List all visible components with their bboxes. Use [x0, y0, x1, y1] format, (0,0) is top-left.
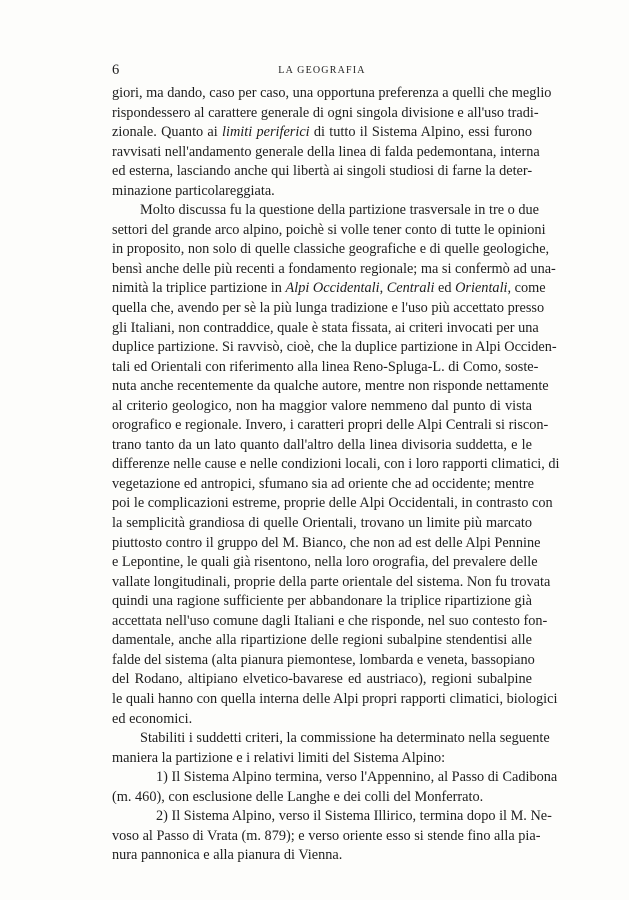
text-line: [112, 729, 550, 749]
text-run: di tutto il Sistema Alpino, essi furono: [309, 124, 532, 141]
italic-term: Alpi Occidentali: [285, 280, 380, 297]
text-run: trano tanto da un lato quanto dall'altro della linea divisoria suddetta, e le: [112, 436, 532, 453]
text-line: [112, 788, 532, 808]
text-line: [112, 768, 558, 788]
paragraph: [112, 201, 560, 729]
italic-term: Orientali: [455, 280, 508, 297]
text-line: [112, 514, 532, 534]
text-run: voso al Passo di Vrata (m. 879); e verso oriente esso si stende fino alla pia-: [112, 827, 541, 844]
text-line: [112, 260, 556, 280]
text-line: [112, 436, 532, 456]
text-run: in proposito, non solo di quelle classiche geografiche e di quelle geologiche,: [112, 241, 550, 258]
text-run: orografico e regionale. Invero, i caratteri propri delle Alpi Centrali si riscon-: [112, 417, 549, 434]
paragraph: [112, 729, 550, 768]
text-line: [112, 827, 541, 847]
text-line: [112, 123, 532, 143]
text-run: bensì anche delle più recenti a fondamento regionale; ma si confermò ad una-: [112, 260, 556, 277]
text-run: ravvisati nell'andamento generale della linea di falda pedemontana, interna: [112, 143, 540, 160]
text-run: duplice partizione. Si ravvisò, cioè, che la duplice partizione in Alpi Occiden-: [112, 339, 557, 356]
paragraph: [112, 768, 558, 807]
text-line: [112, 612, 548, 632]
page-header: [112, 62, 532, 78]
text-line: [112, 299, 545, 319]
text-run: poi le complicazioni estreme, proprie delle Alpi Occidentali, in contrasto con: [112, 495, 553, 512]
paragraph: [112, 807, 552, 866]
text-line: [112, 749, 532, 769]
text-line: [112, 690, 558, 710]
text-run: ed economici.: [112, 710, 193, 727]
text-run: differenze nelle cause e nelle condizioni locali, con i loro rapporti climatici, di: [112, 456, 560, 473]
text-line: [112, 319, 539, 339]
text-line: [112, 377, 549, 397]
text-run: nimità la triplice partizione in: [112, 280, 286, 297]
text-run: ,: [379, 280, 387, 297]
text-run: (m. 460), con esclusione delle Langhe e dei colli del Monferrato.: [112, 788, 484, 805]
text-line: [112, 846, 532, 866]
text-line: [112, 201, 540, 221]
text-run: e Lepontine, le quali già risentono, nella loro orografia, del prevalere delle: [112, 554, 538, 571]
text-line: [112, 240, 550, 260]
page-number: 6: [112, 62, 120, 78]
text-line: [112, 631, 532, 651]
text-run: del Rodano, altipiano elvetico-bavarese ed austriaco), regioni subalpine: [112, 671, 532, 688]
body-text: [112, 84, 560, 866]
text-run: 2) Il Sistema Alpino, verso il Sistema Illirico, termina dopo il M. Ne-: [156, 808, 552, 825]
text-run: , come: [507, 280, 546, 297]
text-run: vallate longitudinali, proprie della parte orientale del sistema. Non fu trovata: [112, 573, 551, 590]
text-run: nuta anche recentemente da qualche autore, mentre non risponde nettamente: [112, 378, 549, 395]
text-run: rispondessero al carattere generale di ogni singola divisione e all'uso tradi-: [112, 104, 539, 121]
text-line: [112, 455, 560, 475]
italic-term: Centrali: [386, 280, 435, 297]
text-line: [112, 573, 551, 593]
text-run: Stabiliti i suddetti criteri, la commissione ha determinato nella seguente: [140, 730, 550, 747]
text-line: [112, 592, 532, 612]
text-line: [112, 338, 557, 358]
text-line: [112, 182, 532, 202]
text-run: 1) Il Sistema Alpino termina, verso l'Appennino, al Passo di Cadibona: [156, 769, 558, 786]
text-line: [112, 358, 539, 378]
text-run: giori, ma dando, caso per caso, una opportuna preferenza a quelli che meglio: [112, 85, 552, 101]
text-run: accettata nell'uso comune dagli Italiani e che risponde, nel suo contesto fon-: [112, 612, 548, 629]
text-line: [112, 534, 541, 554]
text-run: maniera la partizione e i relativi limiti del Sistema Alpino:: [112, 749, 446, 766]
text-line: [112, 475, 532, 495]
text-run: damentale, anche alla ripartizione delle regioni subalpine stendentisi alle: [112, 632, 532, 649]
text-line: [112, 670, 532, 690]
text-run: le quali hanno con quella interna delle Alpi propri rapporti climatici, biologici: [112, 690, 558, 707]
text-run: quella che, avendo per sè la più lunga tradizione e l'uso più accettato presso: [112, 300, 545, 317]
text-run: ed esterna, lasciando anche qui libertà ai singoli studiosi di farne la deter-: [112, 163, 533, 180]
text-run: falde del sistema (alta pianura piemontese, lombarda e veneta, bassopiano: [112, 651, 535, 668]
text-line: [112, 416, 549, 436]
text-run: gli Italiani, non contraddice, quale è stata fissata, ai criteri invocati per una: [112, 319, 539, 336]
text-run: zionale. Quanto ai: [112, 124, 223, 141]
text-run: Molto discussa fu la questione della partizione trasversale in tre o due: [140, 202, 540, 219]
text-line: [112, 710, 532, 730]
text-line: [112, 553, 538, 573]
text-line: [112, 651, 535, 671]
italic-term: limiti periferici: [222, 124, 310, 141]
text-line: [112, 143, 540, 163]
text-run: nura pannonica e alla pianura di Vienna.: [112, 847, 343, 864]
text-run: ed: [434, 280, 456, 297]
text-run: minazione particolareggiata.: [112, 182, 275, 199]
text-line: [112, 279, 546, 299]
text-run: al criterio geologico, non ha maggior valore nemmeno dal punto di vista: [112, 397, 532, 414]
text-line: [112, 221, 546, 241]
text-run: tali ed Orientali con riferimento alla linea Reno-Spluga-L. di Como, soste-: [112, 358, 539, 375]
text-run: piuttosto contro il gruppo del M. Bianco, che non ad est delle Alpi Pennine: [112, 534, 541, 551]
text-line: [112, 104, 539, 124]
text-line: [112, 397, 532, 417]
text-line: [112, 84, 552, 104]
text-run: quindi una ragione sufficiente per abbandonare la triplice ripartizione già: [112, 593, 532, 610]
paragraph: [112, 84, 552, 201]
text-run: vegetazione ed antropici, sfumano sia ad oriente che ad occidente; mentre: [112, 475, 534, 492]
text-run: la semplicità grandiosa di quelle Orientali, trovano un limite più marcato: [112, 515, 532, 532]
text-run: settori del grande arco alpino, poichè si volle tener conto di tutte le opinioni: [112, 221, 546, 238]
text-line: [112, 162, 532, 182]
running-title: LA GEOGRAFIA: [278, 65, 366, 76]
text-line: [112, 807, 552, 827]
text-line: [112, 494, 553, 514]
